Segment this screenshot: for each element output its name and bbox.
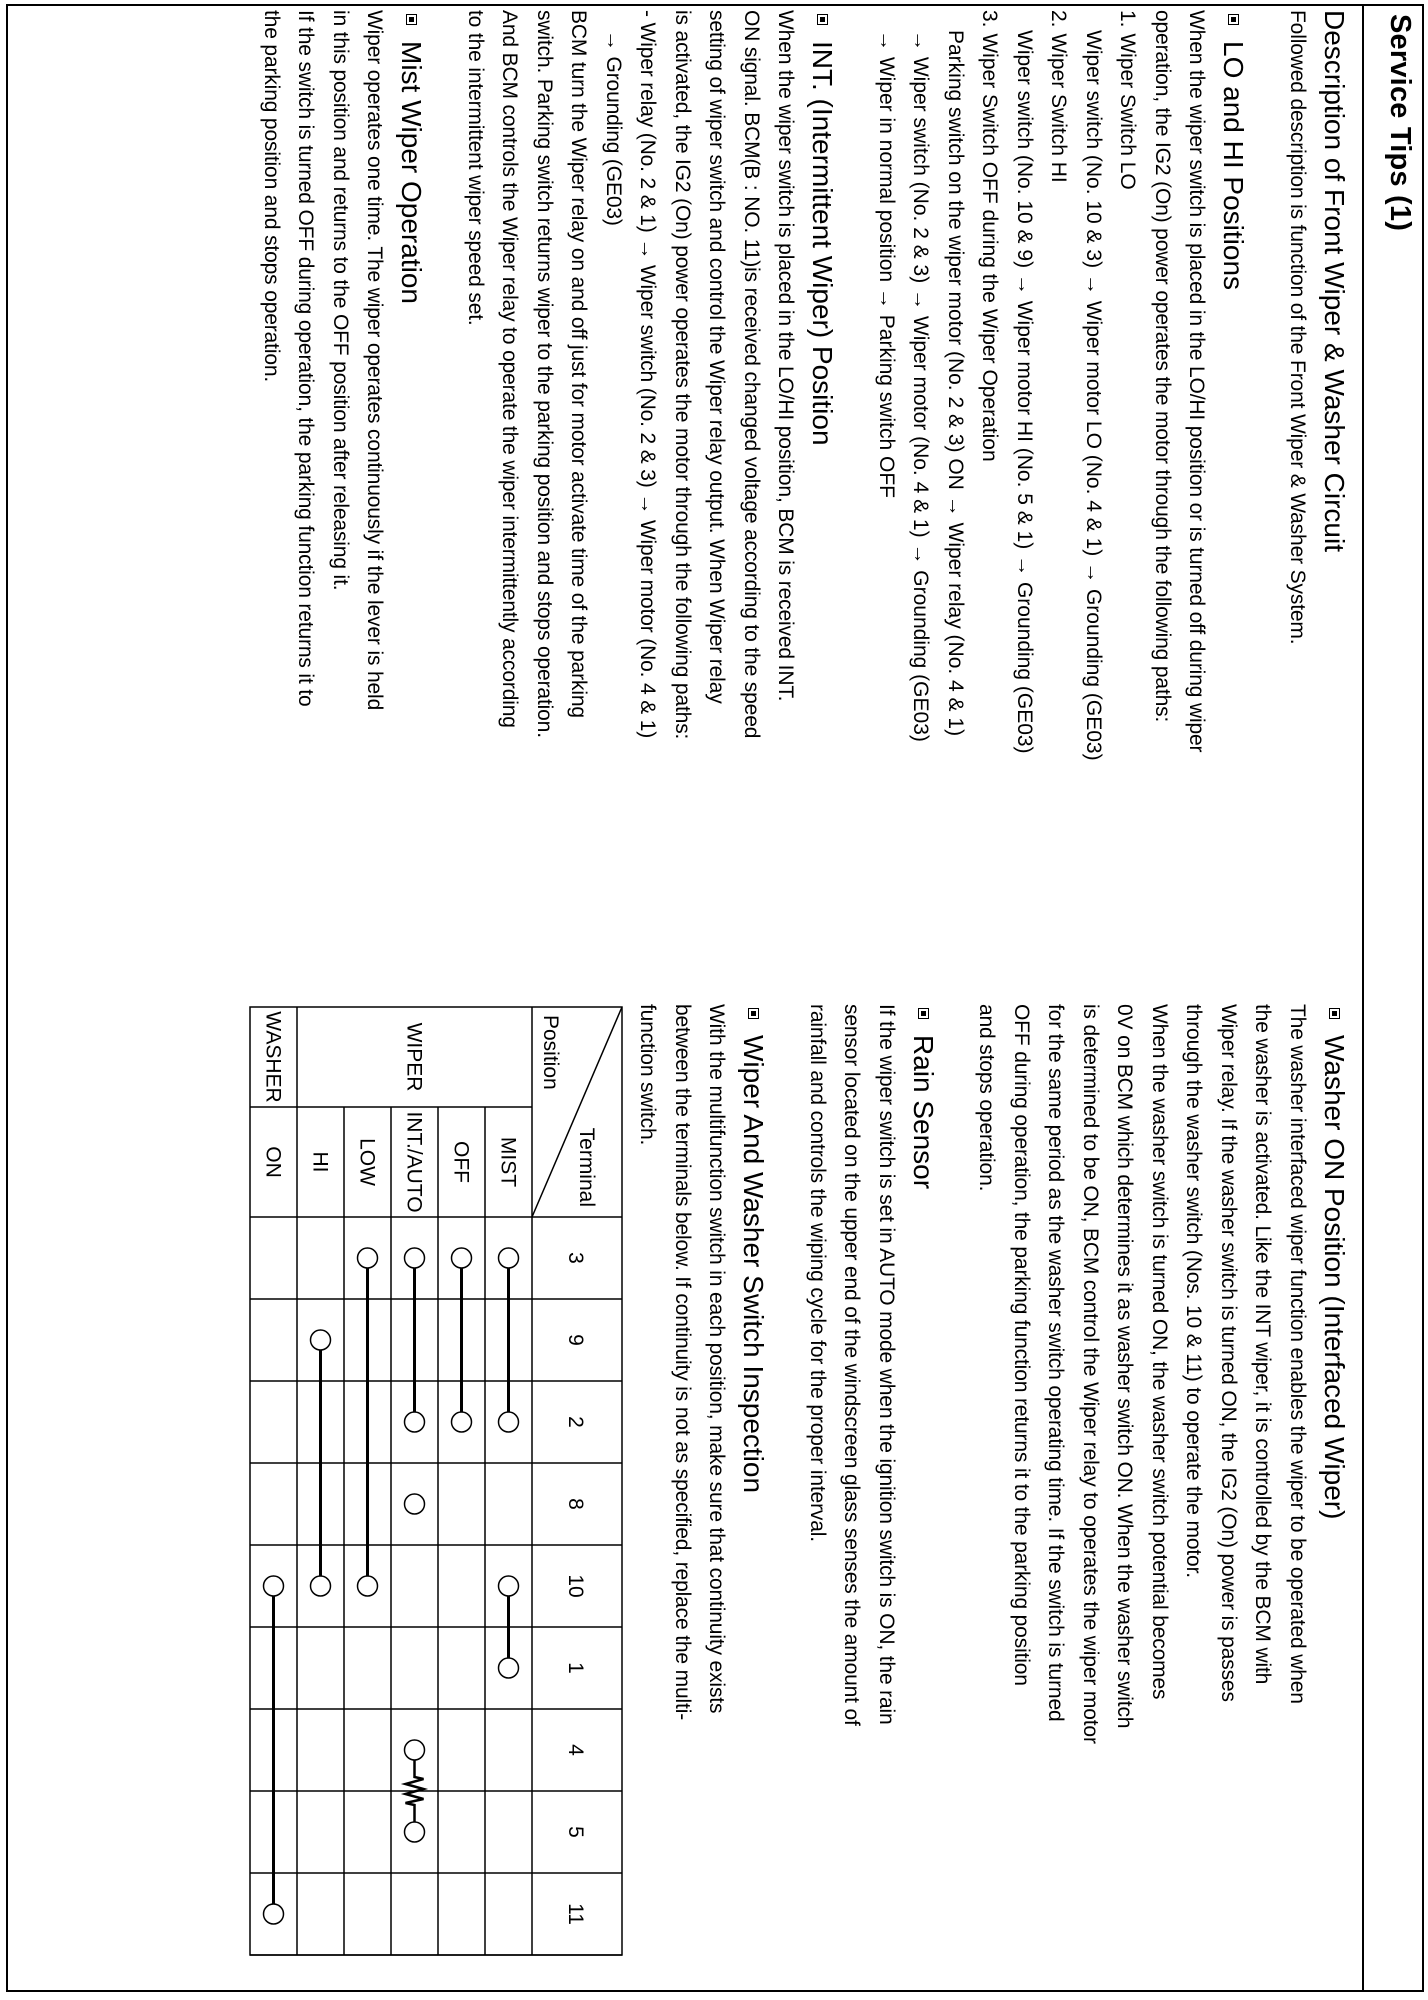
position-label: LOW bbox=[355, 1138, 379, 1186]
mist-line: If the switch is turned OFF during operation, the parking function returns it to bbox=[294, 10, 318, 707]
table-corner-terminal: Terminal bbox=[575, 1127, 598, 1207]
terminal-node bbox=[311, 1576, 331, 1596]
lohi-heading bbox=[1216, 10, 1252, 970]
terminal-node bbox=[358, 1576, 378, 1596]
bullet-icon bbox=[406, 14, 417, 25]
lohi-item-3-path: Parking switch on the wiper motor (No. 2 & 3) ON → Wiper relay (No. 4 & 1) bbox=[944, 30, 967, 737]
terminal-node bbox=[452, 1412, 472, 1432]
front-circuit-title: Description of Front Wiper & Washer Circuit bbox=[1319, 10, 1350, 552]
inspection-heading bbox=[736, 1004, 772, 1989]
lohi-item-3: 3. Wiper Switch OFF during the Wiper Operation bbox=[978, 10, 1002, 462]
position-label: INT./AUTO bbox=[402, 1111, 426, 1213]
washer-line: The washer interfaced wiper function enables the wiper to be operated when bbox=[1286, 1004, 1309, 1704]
bullet-icon bbox=[748, 1008, 759, 1019]
washer-line: Wiper relay. If the washer switch is turned ON, the IG2 (On) power is passes bbox=[1217, 1004, 1240, 1702]
terminal-node bbox=[405, 1740, 425, 1760]
washer-line: OFF during operation, the parking function returns it to the parking position bbox=[1010, 1004, 1033, 1686]
bullet-icon bbox=[817, 14, 828, 25]
mist-line: Wiper operates one time. The wiper operates continuously if the lever is held bbox=[363, 10, 387, 711]
lohi-item-1-path: Wiper switch (No. 10 & 3) → Wiper motor LO (No. 4 & 1) → Grounding (GE03) bbox=[1082, 30, 1105, 761]
position-label: HI bbox=[308, 1151, 332, 1173]
int-line: - Wiper relay (No. 2 & 1) → Wiper switch (No. 2 & 3) → Wiper motor (No. 4 & 1) bbox=[636, 10, 660, 739]
int-title: INT. (Intermittent Wiper) Position bbox=[807, 41, 839, 446]
group-label-wiper: WIPER bbox=[402, 1022, 426, 1092]
inspection-line: With the multifunction switch in each position, make sure that continuity exists bbox=[705, 1004, 729, 1714]
inspection-title: Wiper And Washer Switch Inspection bbox=[738, 1035, 770, 1494]
int-line: BCM turn the Wiper relay on and off just for motor activate time of the parking bbox=[567, 10, 591, 718]
washer-line: and stops operation. bbox=[975, 1004, 999, 1192]
terminal-node bbox=[311, 1330, 331, 1350]
int-line: to the intermittent wiper speed set. bbox=[464, 10, 487, 326]
int-line: → Grounding (GE03) bbox=[602, 30, 625, 226]
rain-line: rainfall and controls the wiping cycle for the proper interval. bbox=[806, 1004, 829, 1542]
right-column bbox=[139, 1004, 1356, 1989]
terminal-node bbox=[499, 1412, 519, 1432]
position-label: MIST bbox=[496, 1136, 520, 1188]
position-label: OFF bbox=[449, 1141, 473, 1183]
switch-continuity-table bbox=[144, 1005, 624, 1965]
washer-line: When the washer switch is turned ON, the washer switch potential becomes bbox=[1148, 1004, 1171, 1700]
terminal-node bbox=[499, 1658, 519, 1678]
terminal-node bbox=[264, 1576, 284, 1596]
lohi-item-1: 1. Wiper Switch LO bbox=[1116, 10, 1140, 190]
terminal-node bbox=[358, 1248, 378, 1268]
terminal-node bbox=[405, 1412, 425, 1432]
mist-title: Mist Wiper Operation bbox=[396, 41, 428, 304]
terminal-header: 8 bbox=[564, 1498, 587, 1510]
washer-line: for the same period as the washer switch operating time. If the switch is turned bbox=[1044, 1004, 1068, 1722]
terminal-node bbox=[499, 1248, 519, 1268]
int-line: switch. Parking switch returns wiper to the parking position and stops operation. bbox=[533, 10, 556, 738]
bullet-icon bbox=[1329, 1008, 1340, 1019]
lohi-item-3-path: → Wiper switch (No. 2 & 3) → Wiper motor (No. 4 & 1) → Grounding (GE03) bbox=[909, 30, 933, 742]
lohi-item-3-path: → Wiper in normal position → Parking switch OFF bbox=[875, 30, 898, 498]
washer-line: 0V on BCM which determines it as washer switch ON. When the washer switch bbox=[1113, 1004, 1137, 1729]
lohi-item-2-path: Wiper switch (No. 10 & 9) → Wiper motor HI (No. 5 & 1) → Grounding (GE03) bbox=[1013, 30, 1036, 754]
lohi-title: LO and HI Positions bbox=[1218, 41, 1250, 291]
int-line: And BCM controls the Wiper relay to operate the wiper intermittently according bbox=[498, 10, 522, 728]
rain-heading bbox=[905, 1004, 941, 1989]
bullet-icon bbox=[1228, 14, 1239, 25]
terminal-node bbox=[405, 1248, 425, 1268]
terminal-header: 11 bbox=[564, 1903, 587, 1925]
group-label-washer: WASHER bbox=[261, 1011, 285, 1103]
front-circuit-intro: Followed description is function of the Front Wiper & Washer System. bbox=[1286, 10, 1309, 645]
terminal-header: 10 bbox=[564, 1574, 587, 1598]
table-border bbox=[250, 1007, 622, 1955]
inspection-line: function switch. bbox=[636, 1004, 660, 1146]
lohi-line: operation, the IG2 (On) power operates the motor through the following paths: bbox=[1151, 10, 1174, 723]
terminal-node bbox=[405, 1494, 425, 1514]
rain-title: Rain Sensor bbox=[908, 1035, 939, 1190]
int-line: ON signal. BCM(B : NO. 11)is received changed voltage according to the speed bbox=[740, 10, 763, 739]
int-line: When the wiper switch is placed in the LO/HI position, BCM is received INT. bbox=[774, 10, 798, 702]
rain-line: If the wiper switch is set in AUTO mode when the ignition switch is ON, the rain bbox=[875, 1004, 898, 1725]
int-line: setting of wiper switch and control the Wiper relay output. When Wiper relay bbox=[705, 10, 729, 704]
washer-line: through the washer switch (Nos. 10 & 11) to operate the motor. bbox=[1182, 1004, 1206, 1578]
washer-line: the washer is activated. Like the INT wiper, it is controlled by the BCM with bbox=[1251, 1004, 1275, 1685]
terminal-node bbox=[499, 1576, 519, 1596]
left-column bbox=[254, 10, 1357, 970]
terminal-header: 3 bbox=[564, 1252, 587, 1264]
mist-line: the parking position and stops operation. bbox=[260, 10, 283, 383]
int-line: is activated, the IG2 (On) power operates the motor through the following paths: bbox=[671, 10, 694, 740]
int-heading bbox=[805, 10, 841, 970]
terminal-node bbox=[452, 1248, 472, 1268]
terminal-header: 4 bbox=[564, 1744, 587, 1756]
inspection-line: between the terminals below. If continuity is not as specified, replace the multi- bbox=[671, 1004, 694, 1721]
terminal-header: 1 bbox=[564, 1662, 587, 1674]
washer-title: Washer ON Position (Interfaced Wiper) bbox=[1319, 1035, 1350, 1520]
terminal-header: 2 bbox=[564, 1416, 587, 1428]
terminal-header: 9 bbox=[564, 1334, 587, 1346]
header-bar bbox=[1362, 6, 1422, 1992]
page-title: Service Tips (1) bbox=[1384, 14, 1416, 232]
rain-line: sensor located on the upper end of the windscreen glass senses the amount of bbox=[840, 1004, 864, 1726]
lohi-line: When the wiper switch is placed in the LO/HI position or is turned off during wiper bbox=[1185, 10, 1209, 753]
mist-line: in this position and returns to the OFF position after releasing it. bbox=[329, 10, 352, 591]
lohi-item-2: 2. Wiper Switch HI bbox=[1047, 10, 1071, 183]
table-corner-position: Position bbox=[539, 1015, 562, 1090]
mist-heading bbox=[394, 10, 430, 970]
terminal-header: 5 bbox=[564, 1826, 587, 1838]
washer-heading bbox=[1316, 1004, 1352, 1989]
position-label: ON bbox=[261, 1146, 285, 1178]
terminal-node bbox=[405, 1822, 425, 1842]
bullet-icon bbox=[918, 1008, 929, 1019]
washer-line: is determined to be ON, BCM control the Wiper relay to operates the wiper motor bbox=[1079, 1004, 1102, 1744]
terminal-node bbox=[264, 1904, 284, 1924]
